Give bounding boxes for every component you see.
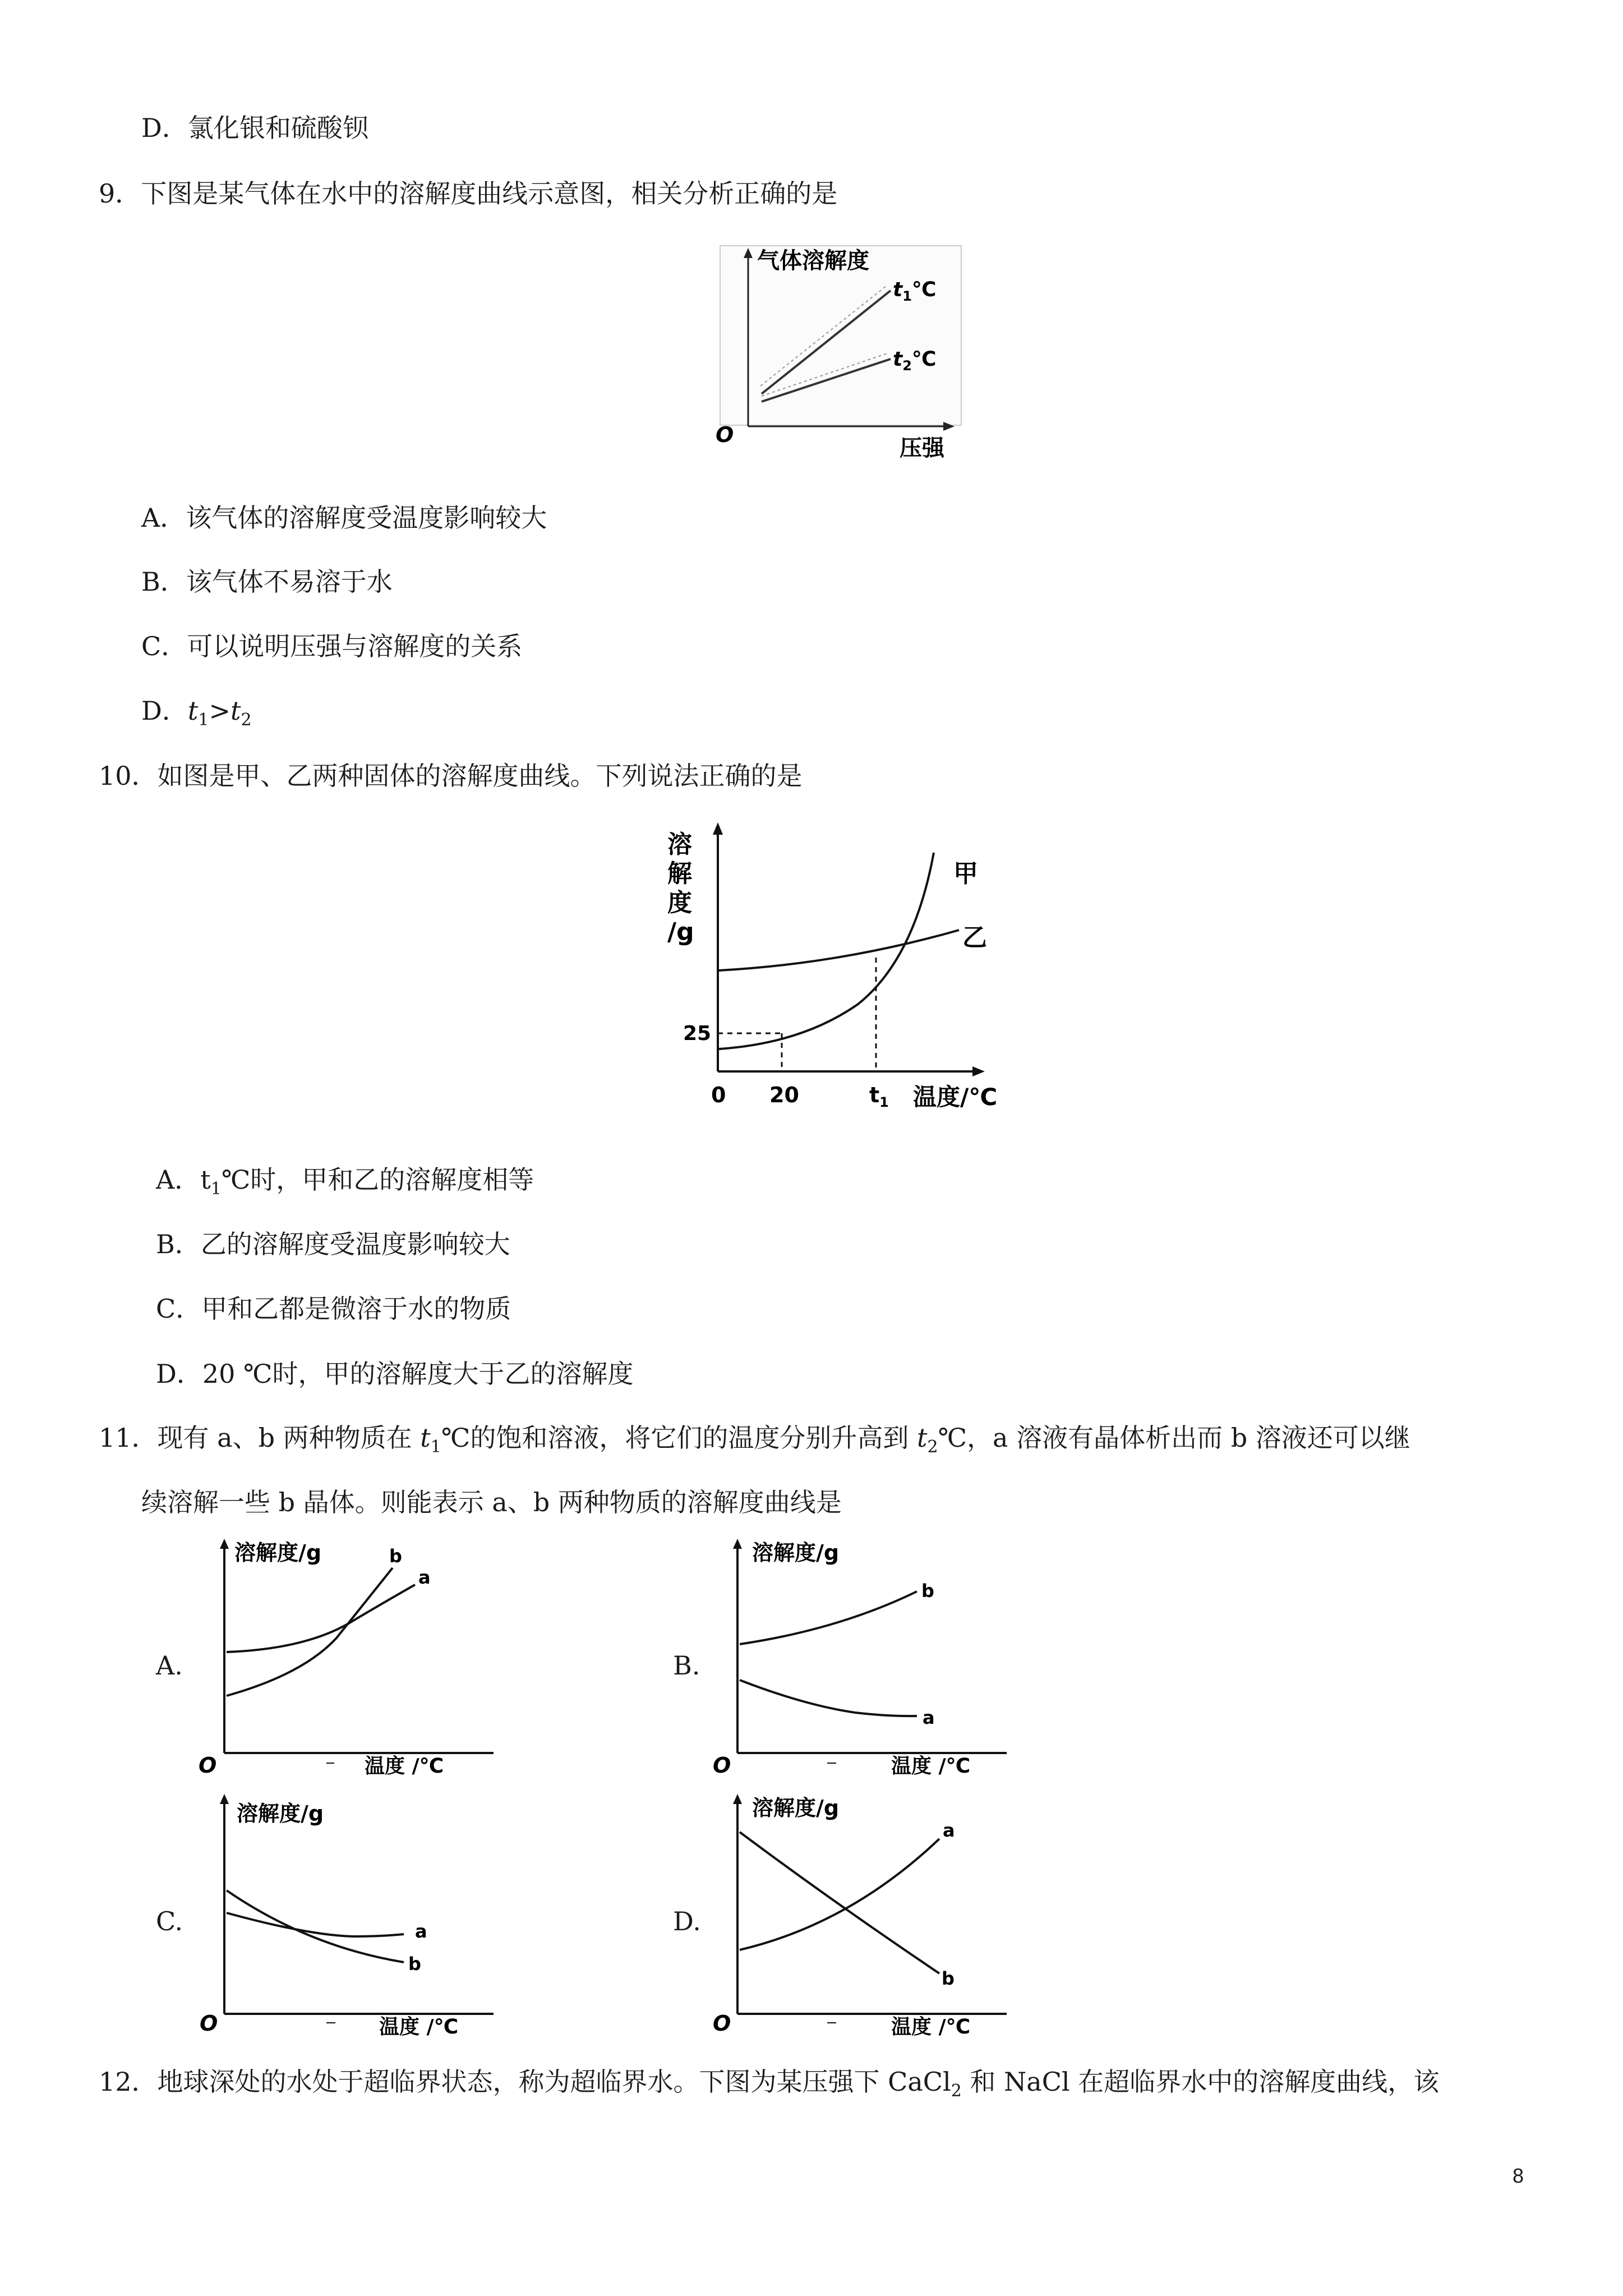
q11-b-ylabel: 溶解度/g — [752, 1540, 840, 1565]
q10-solubility-figure — [656, 819, 1026, 1133]
q9-curve2-label: $t_2℃$ — [893, 348, 937, 374]
q11-d-origin: O — [713, 2011, 731, 2036]
q11-d-curve-b — [740, 1832, 939, 1973]
q9-xlabel: 压强 — [900, 435, 944, 461]
q11-c-label-b: b — [408, 1953, 421, 1975]
q9-curve1-label: $t_1℃$ — [893, 278, 937, 304]
q11-a-ylabel: 溶解度/g — [234, 1540, 322, 1565]
q11-b-label-b: b — [921, 1580, 934, 1602]
q11-option-b-label: B. — [673, 1650, 700, 1681]
q11-a-label-b: b — [389, 1545, 402, 1567]
q11-c-ylabel: 溶解度/g — [237, 1801, 324, 1826]
q10-xlabel: 温度/℃ — [913, 1083, 998, 1111]
q8-option-d: D．氯化银和硫酸钡 — [141, 113, 368, 143]
q9-gas-solubility-figure — [712, 241, 976, 466]
q9-origin-label: O — [716, 422, 734, 447]
q9-option-a: A．该气体的溶解度受温度影响较大 — [141, 503, 547, 533]
q11-a-curve-a — [227, 1585, 415, 1652]
q11-option-a-label: A. — [156, 1650, 183, 1681]
q11-c-label-a: a — [415, 1921, 427, 1942]
q11-b-origin: O — [713, 1753, 731, 1775]
q9-option-d: D．$t_1>t_2$ — [141, 696, 252, 730]
q11-chart-a — [191, 1534, 505, 1775]
q11-d-label-a: a — [943, 1820, 955, 1841]
q11-b-curve-b — [740, 1591, 917, 1644]
q11-d-ylabel: 溶解度/g — [752, 1796, 840, 1820]
q11-c-curve-b — [227, 1890, 404, 1962]
q11-c-curve-a — [227, 1913, 404, 1936]
q11-option-c-label: C. — [156, 1906, 183, 1936]
q10-curve-jia — [719, 853, 934, 1049]
q11-option-d-label: D. — [673, 1906, 701, 1936]
q11-c-xlabel: 温度 /℃ — [379, 2016, 459, 2036]
q9-option-b: B．该气体不易溶于水 — [141, 567, 393, 597]
q11-chart-d — [709, 1789, 1023, 2036]
q9-stem: 9．下图是某气体在水中的溶解度曲线示意图，相关分析正确的是 — [99, 178, 838, 209]
q9-option-c: C．可以说明压强与溶解度的关系 — [141, 631, 523, 661]
q10-stem: 10．如图是甲、乙两种固体的溶解度曲线。下列说法正确的是 — [99, 761, 803, 791]
q10-series-jia: 甲 — [953, 859, 978, 888]
q10-ylabel-2: 解 — [667, 859, 692, 888]
q11-a-xlabel: 温度 /℃ — [365, 1755, 444, 1775]
q11-b-curve-a — [740, 1680, 917, 1716]
q11-d-xlabel: 温度 /℃ — [891, 2016, 971, 2036]
page-number: 8 — [1513, 2164, 1524, 2187]
q10-tick-x-20: 20 — [769, 1083, 799, 1107]
q10-curve-yi — [719, 930, 959, 970]
q11-d-label-b: b — [942, 1968, 955, 1989]
q11-chart-c — [196, 1789, 510, 2036]
q10-series-yi: 乙 — [962, 923, 987, 952]
q10-tick-y-25: 25 — [683, 1022, 712, 1045]
q10-tick-x-t1: $t_1$ — [869, 1083, 889, 1110]
q10-ylabel-4: /g — [667, 918, 694, 946]
q10-origin: 0 — [711, 1083, 726, 1107]
q11-a-curve-b — [227, 1568, 393, 1696]
q10-option-a: A．$t_1℃$时，甲和乙的溶解度相等 — [156, 1165, 534, 1199]
q11-b-xlabel: 温度 /℃ — [891, 1755, 971, 1775]
q12-stem: 12．地球深处的水处于超临界状态，称为超临界水。下图为某压强下 CaCl$_2$ 和 NaCl 在超临界水中的溶解度曲线，该 — [99, 2067, 1440, 2101]
q10-ylabel-1: 溶 — [667, 830, 692, 859]
q11-c-origin: O — [200, 2011, 218, 2036]
q11-a-origin: O — [199, 1753, 217, 1775]
q11-b-label-a: a — [923, 1707, 935, 1728]
q11-a-label-a: a — [418, 1567, 431, 1588]
q11-stem-line2: 续溶解一些 b 晶体。则能表示 a、b 两种物质的溶解度曲线是 — [141, 1487, 842, 1517]
q11-stem-line1: 11．现有 a、b 两种物质在 $t_1℃$的饱和溶液，将它们的温度分别升高到 $t_2℃$，a 溶液有晶体析出而 b 溶液还可以继 — [99, 1423, 1410, 1457]
q10-option-c: C．甲和乙都是微溶于水的物质 — [156, 1294, 511, 1324]
q9-ylabel: 气体溶解度 — [757, 248, 869, 274]
q10-option-b: B．乙的溶解度受温度影响较大 — [156, 1229, 510, 1259]
q10-ylabel-3: 度 — [667, 889, 692, 917]
q11-chart-b — [709, 1534, 1023, 1775]
q10-option-d: D．20 ℃时，甲的溶解度大于乙的溶解度 — [156, 1359, 634, 1389]
